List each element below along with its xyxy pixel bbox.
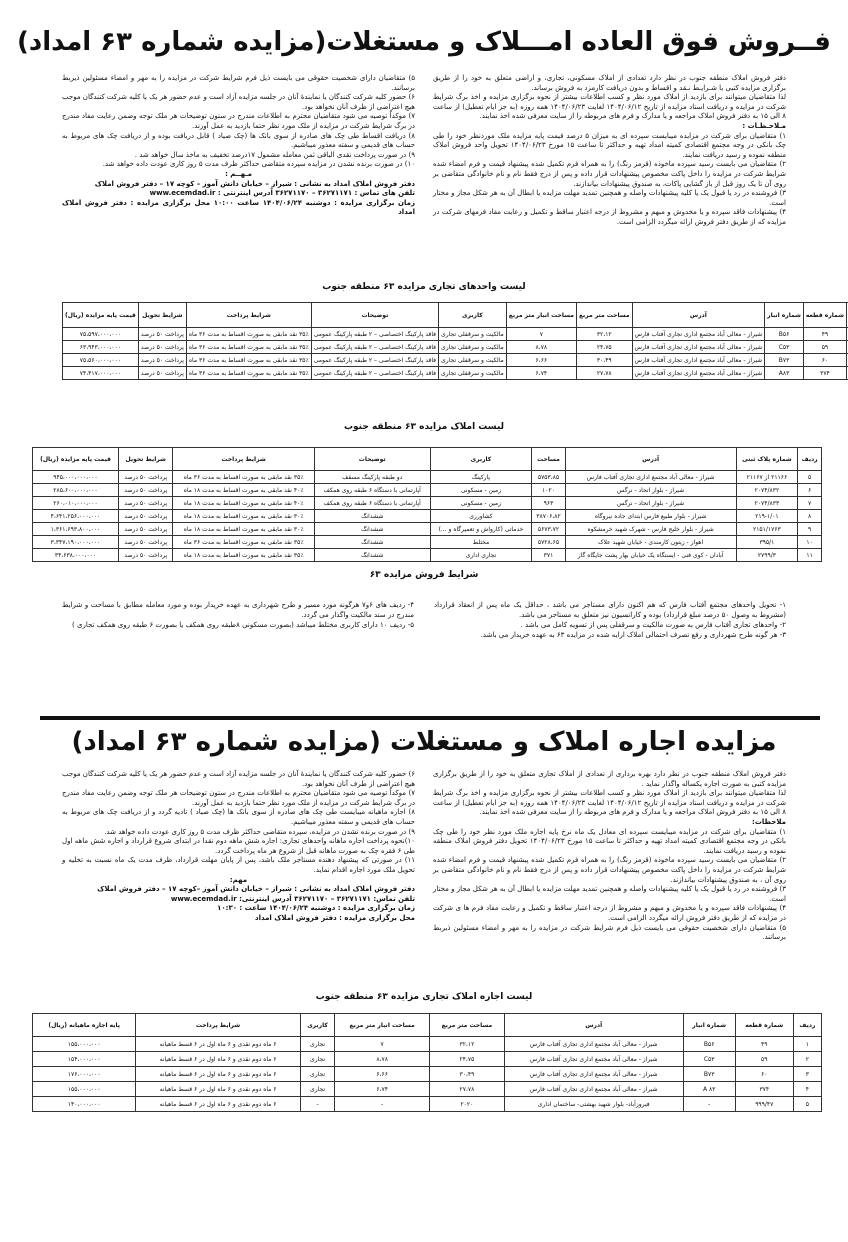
lease-note: ۹) در صورت برنده نشدن در مزایده، سپرده متقاضی حداکثر ظرف مدت ۵ روز کاری عودت داده خواهد شد. [104, 827, 415, 836]
table1-header-cell: قیمت پایه مزایده (ریال) [63, 303, 139, 328]
table2-cell: زمین - مسکونی [430, 497, 532, 510]
table3-header-cell: کاربری [300, 1014, 335, 1037]
table1-cell: ۳۵٪ نقد مابقی به صورت اقساط به مدت ۳۶ ماه [186, 328, 311, 341]
lease-important-heading: مهم: [229, 875, 248, 884]
table1-cell: فاقد پارکینگ اختصاصی – ۲ طبقه پارکینگ عمومی [311, 341, 438, 354]
table1-cell: مالکیت و سرقفلی تجاری [439, 367, 507, 380]
table1-cell: C۵۳ [765, 341, 804, 354]
sale-intro: دفتر فروش املاک منطقه جنوب در نظر دارد تعدادی از املاک مسکونی، تجاری، و اراضی متعلق به خود را از طریق برگزاری مزایده کتبی با شـرایـط نـقد و اقساط و بدون دریافت کارمزد به فروش برساند. [433, 74, 786, 92]
table2-header-cell: قیمت پایه مزایده (ریال) [33, 448, 119, 471]
table2-header-cell: مساحت [532, 448, 565, 471]
lease-note: ۸) اجاره ماهیانه میبایست طی چک های صادره از سوی بانک ها (چک صیاد ) تادیه گردد و از دریافت چک های مربوط به حساب های قدیمی و سفته معذور میباشیم. [62, 808, 415, 826]
table3-row [33, 1067, 822, 1082]
table3-header-cell: ردیف [793, 1014, 821, 1037]
sale-note: ۸) دریافت اقساط طی چک های صادره از سوی بانک ها (چک صیاد ) قابل دریافت بوده و از دریافت چک های مربوط به حساب های قدیمی و سفته معذور میباشیم. [62, 131, 415, 150]
table2-cell: زمین - مسکونی [430, 484, 532, 497]
table3-header-cell: مساحت انبار متر مربع [335, 1014, 430, 1037]
table2-header-cell: توضیحات [314, 448, 430, 471]
table3-header-cell: شرایط پرداخت [136, 1014, 300, 1037]
table2-cell: ۶ [798, 484, 822, 497]
table1-header-cell: کاربری [439, 303, 507, 328]
table1-header-cell: شماره قطعه [803, 303, 846, 328]
table2-cell: ۱۰۲۰ [532, 484, 565, 497]
table3-cell: ۲ [793, 1052, 821, 1067]
table1-cell: ۷۵،۵۶۰،۰۰۰،۰۰۰ [63, 354, 139, 367]
table3-cell: ۶۰ [735, 1067, 793, 1082]
table1-header-cell: مساحت متر مربع [576, 303, 632, 328]
sale-note: ۱) متقاضیان برای شرکت در مزایده میبایست سپرده ای به میزان ۵ درصد قیمت پایه مزایده ملک موردنظر خود را طی چک بانکی در وجه مجتمع اقتصادی کمیته امداد تهیه و حداکثر تا ساعت ۱۵ مورخ ۱۴۰۴/۰۶/۲۳ تحویل واحد فروش املاک منطقه نموده و رسید دریافت نمایند. [433, 131, 786, 159]
table2-cell: اهواز - زیتون کارمندی - خیابان شهید علاک [565, 536, 736, 549]
table2-cell: ۱۰ [798, 536, 822, 549]
table2-cell: ۵۷۲۸،۶۵ [532, 536, 565, 549]
table3-cell: - [300, 1097, 335, 1112]
table3-cell: - [683, 1097, 735, 1112]
table3-cell: ۷ [335, 1037, 430, 1052]
table3-cell: ۱۵۵،۰۰۰،۰۰۰ [33, 1082, 136, 1097]
condition-item: ۲- واحدهای تجاری آفتاب فارس به صورت مالکیت و سرقفلی پس از تسویه کامل می باشد . [520, 621, 786, 629]
sale-conditions [62, 600, 786, 640]
conditions-col-left [62, 600, 414, 640]
table3-header-cell: مساحت متر مربع [429, 1014, 504, 1037]
table1-cell: پرداخت ۵۰ درصد [138, 328, 186, 341]
table2-cell: ۲۶۰،۰۱۰،۰۰۰،۰۰۰ [33, 497, 119, 510]
table1-cell: ۳۰،۴۹ [576, 354, 632, 367]
table1-title: لیست واحدهای تجاری مزایده ۶۳ منطقه جنوب [322, 282, 526, 292]
table2-header-cell: شرایط تحویل [119, 448, 173, 471]
sale-contact-address: دفتر فروش املاک امداد به نشانی : شیراز – خیابان دانش آموز – کوچه ۱۷ – دفتر فروش املاک [94, 179, 415, 188]
table3-cell: شیراز - معالی آباد مجتمع اداری تجاری آفتاب فارس [504, 1082, 683, 1097]
table2-cell: ۸ [798, 510, 822, 523]
table3-cell: ۱۴۰،۰۰۰،۰۰۰ [33, 1097, 136, 1112]
table2-cell: ۱۱ [798, 549, 822, 562]
table3-cell: تجاری [300, 1067, 335, 1082]
table1-row [63, 367, 848, 380]
table1-row [63, 341, 848, 354]
conditions-title: شرایط فروش مزایده ۶۳ [369, 570, 479, 580]
sale-intro-2: لذا متقاضیان میتوانند برای بازدید از املاک مورد نظر و کسب اطلاعات بیشتر از نحوه برگزاری مزایده و اخذ برگ شرایط شرکت در مزایده و دریافت اسناد مزایده از تاریخ ۱۴۰۴/۰۶/۱۲ لغایت ۱۴۰۴/۰۶/۲۳ همه روزه (به جز ایام تعطیل) از ساعت ۸ الی ۱۵ به دفتر فروش املاک مراجعه و یا مدارک و فرم های مربوطه را از سایت معرفی شده اخذ نمایند. [433, 93, 786, 121]
table1-cell: ۳۷۴ [803, 367, 846, 380]
lease-intro-2: لذا متقاضیان میتوانند برای بازدید از املاک مورد نظر و کسب اطلاعات بیشتر از نحوه برگزاری مزایده و اخذ برگ شرایط شرکت در مزایده و دریافت اسناد مزایده از تاریخ ۱۴۰۴/۰۶/۱۲ لغایت ۱۴۰۴/۰۶/۲۳ همه روزه (به جز ایام تعطیل) از ساعت ۸ الی ۱۵ به دفتر فروش املاک مراجعه و یا مدارک و فرم های مربوطه را از سایت معرفی شده اخذ نمایند. [433, 789, 786, 817]
table1-cell: ۳۵٪ نقد مابقی به صورت اقساط به مدت ۳۶ ماه [186, 354, 311, 367]
commercial-units-table [62, 302, 848, 380]
table1-cell: مالکیت و سرقفلی تجاری [439, 328, 507, 341]
table1-cell: B۷۳ [765, 354, 804, 367]
table1-header-cell: مساحت انبار متر مربع [506, 303, 576, 328]
table2-cell: ۳۵٪ نقد مابقی به صورت اقساط به مدت ۳۶ ماه [173, 471, 314, 484]
lease-contact-address: دفتر فروش املاک امداد به نشانی : شیراز – خیابان دانش آموز –کوچه ۱۷ – دفتر فروش املاک [97, 885, 415, 894]
table2-cell: ۲۰۷۴/۸۳۲ [736, 484, 798, 497]
table2-cell: ۹۴۵،۰۰۰،۰۰۰،۰۰۰ [33, 471, 119, 484]
lease-note: ۶) حضور کلیه شرکت کنندگان یا نمایندۀ آنان در جلسه مزایده آزاد است و عدم حضور هر یک یا کلیه شرکت کنندگان موجب هیچ اعتراضی از طرف آنان نخواهد بود. [62, 770, 415, 788]
table3-cell: فیروزآباد- بلوار شهید بهشتی- ساختمان اداری [504, 1097, 683, 1112]
table3-cell: ۶ ماه دوم نقدی و ۶ ماه اول در ۶ قسط ماهیانه [136, 1097, 300, 1112]
condition-item: ۵- ردیف ۱۰ دارای کاربری مختلط میباشد (بصورت مسکونی ۸طبقه روی همکف یا بصورت ۶ طبقه روی همکف تجاری ) [72, 621, 414, 629]
table2-cell: ۳۸۷۰۶،۸۲ [532, 510, 565, 523]
table2-cell: پرداخت ۵۰ درصد [119, 523, 173, 536]
table2-cell: ۳۰٪ نقد مابقی به صورت اقساط به مدت ۱۸ ماه [173, 523, 314, 536]
table2-cell: ۲۱۵۱/۱۷۶۳ [736, 523, 798, 536]
lease-notes-heading: ملاحظات: [752, 817, 786, 826]
lease-note: ۲) متقاضیان می بایست رسید سپرده ماخوذه (قرمز رنگ) را به همراه فرم تکمیل شده پیشنهاد قیمت و فرم امضاء شده شرایط شرکت در مزایده را داخل پاکت مخصوص پیشنهادات قرار داده و پس از درج فقط نام و نام خانوادگی متقاضی بر روی آن ، به صندوق پیشنهادات بیاندازند. [433, 856, 786, 884]
sale-note: ۷) موکداً توصیه می شود متقاضیان محترم به اطلاعات مندرج در ستون توضیحات هر ملک توجه وضمن رعایت مفاد مندرج در برگ شرایط شرکت در مزایده از ملک مورد نظر حتما بازدید به عمل آورند. [62, 112, 415, 130]
table2-cell: ۵۶۷۳،۷۲ [532, 523, 565, 536]
table1-cell: پرداخت ۵۰ درصد [138, 367, 186, 380]
table2-cell: شیراز - بلوار اتحاد - نرگس [565, 497, 736, 510]
table2-cell: ۲۷۹۹/۳ [736, 549, 798, 562]
lease-note: ۱) متقاضیان برای شرکت در مزایده میبایست سپرده ای معادل یک ماه نرخ پایه اجاره ملک مورد نظر خود را طی چک بانکی در وجه مجتمع اقتصادی کمیته امداد تهیه و حداکثر تا ساعت ۱۵ مورخ ۱۴۰۴/۰۶/۲۳ تحویل دفتر فروش املاک منطقه نموده و رسید دریافت نمایند. [433, 827, 786, 855]
table2-cell: ششدانگ [314, 536, 430, 549]
table2-cell: کشاورزی [430, 510, 532, 523]
sale-note: ۳) فروشنده در رد یا قبول یک یا کلیه پیشنهادات واصله و همچنین تمدید مهلت مزایده یا ابطال آن به هر شکل مجاز و مختار است. [433, 189, 786, 207]
table1-cell: ۲۷،۷۸ [576, 367, 632, 380]
lease-note: ۵) متقاضیان دارای شخصیت حقوقی می بایست ذیل فرم شرایط شرکت در مزایده را به مهر و امضاء مسئولین ذیربط برسانند. [433, 923, 786, 942]
condition-item: ۱- تحویل واحدهای مجتمع آفتاب فارس که هم اکنون دارای مستاجر می باشد ، حداقل یک ماه پس از انعقاد قرارداد (مشروط به وصول ۵۰ درصد مبلغ قرارداد) بوده و کارانسیون نیز متعلق به مستاجر می باشد. [434, 601, 786, 619]
table2-row [33, 523, 822, 536]
table1-cell: شیراز - معالی آباد مجتمع اداری تجاری آفتاب فارس [632, 354, 765, 367]
table1-cell: پرداخت ۵۰ درصد [138, 341, 186, 354]
table3-cell: ۶ ماه دوم نقدی و ۶ ماه اول در ۶ قسط ماهیانه [136, 1052, 300, 1067]
table3-cell: تجاری [300, 1082, 335, 1097]
table2-cell: شیراز - بلوار خلیج فارس - شهرک شهید خرمشکوه [565, 523, 736, 536]
table3-cell: تجاری [300, 1052, 335, 1067]
table1-cell: شیراز - معالی آباد مجتمع اداری تجاری آفتاب فارس [632, 328, 765, 341]
table3-header-cell: آدرس [504, 1014, 683, 1037]
table2-cell: خدماتی (کارواش و تعمیرگاه و ...) [430, 523, 532, 536]
table3-cell: ۳۲،۱۲ [429, 1037, 504, 1052]
table1-cell: ۷۵،۵۹۷،۰۰۰،۰۰۰ [63, 328, 139, 341]
sale-note: ۱۰) در صورت برنده نشدن در مزایده سپرده متقاضی حداکثر ظرف مدت ۵ روز کاری عودت داده خواهد شد. [102, 160, 415, 169]
sale-contact-time: زمان برگزاری مزایده : دوشنبه ۱۴۰۴/۰۶/۲۴ ساعت ۱۰:۰۰ محل برگزاری مزایده : دفتر فروش املاک امداد [62, 198, 415, 217]
sale-note: ۲) متقاضیان می بایست رسید سپرده ماخوذه (قرمز رنگ) را به همراه فرم تکمیل شده پیشنهاد قیمت و فرم امضاء شده شرایط شرکت در مزایده را داخل پاکت مخصوص پیشنهادات قرار داده و پس از درج فقط نام و نام خانوادگی متقاضی بر روی آن تا یک روز قبل از باز گشایی پاکات، به صندوق پیشنهادات بیاندازند. [433, 160, 786, 188]
table2-row [33, 549, 822, 562]
lease-note: ۱۰)نحوه پرداخت اجاره ماهانه واحدهای تجاری: اجاره شش ماهه دوم نقدا در ابتدای شروع قرارداد و اجاره شش ماهه اول طی ۶ فقره چک به صورت ماهانه قبل از شروع هر ماه پرداخت گردد. [62, 837, 415, 855]
table2-cell: شیراز - معالی آباد مجتمع اداری تجاری آفتاب فارس [565, 471, 736, 484]
table2-header-cell: کاربری [430, 448, 532, 471]
table1-cell: ۶۳،۹۴۳،۰۰۰،۰۰۰ [63, 341, 139, 354]
table3-header-cell: شماره قطعه [735, 1014, 793, 1037]
lease-note: ۳) فروشنده در رد یا قبول یک یا کلیه پیشنهادات واصله و همچنین تمدید مهلت مزایده یا ابطال آن به هر شکل مجاز و مختار است. [433, 885, 786, 903]
table3-cell: ۱۷۶،۰۰۰،۰۰۰ [33, 1067, 136, 1082]
table2-cell: ۷ [798, 497, 822, 510]
table1-cell: ۷ [506, 328, 576, 341]
table1-row [63, 354, 848, 367]
table3-cell: ۶ ماه دوم نقدی و ۶ ماه اول در ۶ قسط ماهیانه [136, 1082, 300, 1097]
sale-col-right [433, 74, 786, 274]
table1-cell: مالکیت و سرقفلی تجاری [439, 354, 507, 367]
table2-cell: ۳،۳۴۷،۱۹۰،۰۰۰،۰۰۰ [33, 536, 119, 549]
lease-note: ۱۱) در صورتی که پیشنهاد دهنده مستاجر ملک باشد، پس از پایان مهلت قرارداد، ظرف مدت یک ماه نسبت به تخلیه و تحویل ملک مورد اجاره اقدام نماید. [62, 856, 415, 874]
table2-row [33, 510, 822, 523]
table1-cell: شیراز - معالی آباد مجتمع اداری تجاری آفتاب فارس [632, 341, 765, 354]
table2-cell: ۹ [798, 523, 822, 536]
table2-cell: پرداخت ۵۰ درصد [119, 497, 173, 510]
table2-cell: ۲۱۱۶۶ از ۲۱۱۶۷ [736, 471, 798, 484]
table1-cell: مالکیت و سرقفلی تجاری [439, 341, 507, 354]
table2-cell: ۵ [798, 471, 822, 484]
lease-contact-place: محل برگزاری مزایده : دفتر فروش املاک امداد [255, 913, 415, 922]
sale-note: ۶) حضور کلیه شرکت کنندگان یا نمایندۀ آنان در جلسه مزایده آزاد است و عدم حضور هر یک یا کلیه شرکت کنندگان موجب هیچ اعتراضی از طرف آنان نخواهد بود. [62, 93, 415, 111]
table3-cell: شیراز - معالی آباد مجتمع اداری تجاری آفتاب فارس [504, 1052, 683, 1067]
sale-contact-phone: تلفن های تماس : ۳۶۲۷۱۱۷۱ – ۳۶۲۷۱۱۷۰ آدرس اینترنتی : www.ecemdad.ir [149, 189, 415, 198]
table2-cell: ۳۵٪ نقد مابقی به صورت اقساط به مدت ۳۶ ماه [173, 536, 314, 549]
table1-cell: ۳۵٪ نقد مابقی به صورت اقساط به مدت ۳۶ ماه [186, 341, 311, 354]
table2-cell: ششدانگ [314, 549, 430, 562]
sale-important-heading: مـهــم : [225, 169, 252, 178]
table3-cell: ۵۹ [735, 1052, 793, 1067]
table2-cell: ۵۷۵۳،۸۵ [532, 471, 565, 484]
table3-cell: ۳۰،۴۹ [429, 1067, 504, 1082]
table3-cell: ۶،۶۶ [335, 1067, 430, 1082]
table1-cell: پرداخت ۵۰ درصد [138, 354, 186, 367]
table3-title: لیست اجاره املاک تجاری مزایده ۶۳ منطقه جنوب [315, 992, 533, 1002]
table1-cell: فاقد پارکینگ اختصاصی – ۲ طبقه پارکینگ عمومی [311, 328, 438, 341]
table2-row [33, 484, 822, 497]
table3-cell: ۶،۷۴ [335, 1082, 430, 1097]
sale-text-columns [62, 74, 786, 274]
table3-cell: ۲۴،۷۵ [429, 1052, 504, 1067]
table3-row [33, 1082, 822, 1097]
table3-cell: B۵۶ [683, 1037, 735, 1052]
table1-row [63, 328, 848, 341]
lease-note: ۴) پیشنهادات فاقد سپرده و یا مخدوش و مبهم و مشروط از درجه اعتبار ساقط و تکمیل و رعایت مفاد فرم ها ی شرکت در مزایده که از طریق دفتر فروش ارائه میگردد الزامی است. [433, 904, 786, 922]
table1-header-cell: آدرس [632, 303, 765, 328]
table3-row [33, 1052, 822, 1067]
table3-cell: ۸،۷۸ [335, 1052, 430, 1067]
table3-cell: ۶ ماه دوم نقدی و ۶ ماه اول در ۶ قسط ماهیانه [136, 1067, 300, 1082]
lease-units-table [32, 1013, 822, 1112]
table1-header-cell: شرایط پرداخت [186, 303, 311, 328]
table2-title: لیست املاک مزایده ۶۳ منطقه جنوب [343, 422, 505, 432]
table1-cell: ۸،۷۸ [506, 341, 576, 354]
table1-cell: ۳۵٪ نقد مابقی به صورت اقساط به مدت ۳۶ ماه [186, 367, 311, 380]
table2-cell: مختلط [430, 536, 532, 549]
sale-note: ۹) در صورت پرداخت نقدی الباقی ثمن معامله مشمول ۱۷درصد تخفیف به ماخذ سال خواهد شد . [134, 150, 415, 159]
table2-header-cell: آدرس [565, 448, 736, 471]
table2-header-cell: شرایط پرداخت [173, 448, 314, 471]
conditions-col-right [434, 600, 786, 640]
table1-cell: ۲۴،۷۵ [576, 341, 632, 354]
table1-header-cell: توضیحات [311, 303, 438, 328]
lease-notice [0, 722, 848, 1242]
table3-header-cell: شماره انبار [683, 1014, 735, 1037]
table2-cell: پارکینگ [430, 471, 532, 484]
table2-cell: شیراز - بلوار طبیع فارس ابتدای جاده نیروگاه [565, 510, 736, 523]
lease-text-columns [62, 770, 786, 1000]
table2-cell: ۴۰٪ نقد مابقی به صورت اقساط به مدت ۱۸ ماه [173, 497, 314, 510]
condition-item: ۳- هر گونه طرح شهرداری و رفع تصرف احتمالی املاک ارایه شده در مزایده ۶۳ به عهده خریدار می باشد. [480, 631, 786, 639]
table3-cell: ۳۷۴ [735, 1082, 793, 1097]
table2-row [33, 536, 822, 549]
table3-cell: ۹۹۹/۴۷ [735, 1097, 793, 1112]
table1-cell: ۶،۶۶ [506, 354, 576, 367]
table2-header-cell: ردیف [798, 448, 822, 471]
table2-cell: ۱،۳۶۱،۶۹۳،۸۰۰،۰۰۰ [33, 523, 119, 536]
table2-cell: ۳۹۵/۱ [736, 536, 798, 549]
table2-cell: ۳۴،۶۳۸،۰۰۰،۰۰۰ [33, 549, 119, 562]
table3-cell: ۱۵۵،۰۰۰،۰۰۰ [33, 1037, 136, 1052]
table3-cell: ۵ [793, 1097, 821, 1112]
table3-cell: ۱۵۴،۰۰۰،۰۰۰ [33, 1052, 136, 1067]
table3-cell: تجاری [300, 1037, 335, 1052]
table1-cell: B۵۶ [765, 328, 804, 341]
table2-cell: شیراز - بلوار اتحاد - نرگس [565, 484, 736, 497]
table2-header-cell: شماره پلاک ثبتی [736, 448, 798, 471]
lease-intro: دفتر فروش املاک منطقه جنوب در نظر دارد بهره برداری از تعدادی از املاک تجاری متعلق به خود را از طریق برگزاری مزایده کتبی به صورت اجاره یکساله واگذار نماید . [433, 770, 786, 788]
table3-cell: ۴۹ [735, 1037, 793, 1052]
lease-note: ۷) موکداً توصیه می شود متقاضیان محترم به اطلاعات مندرج در ستون توضیحات هر ملک توجه وضمن رعایت مفاد مندرج در برگ شرایط شرکت در مزایده از ملک مورد نظر حتما بازدید به عمل آورند. [62, 789, 415, 807]
table1-header-cell: شرایط تحویل [138, 303, 186, 328]
table3-cell: A ۸۳ [683, 1082, 735, 1097]
lease-col-right [433, 770, 786, 1000]
table2-cell: تجاری اداری [430, 549, 532, 562]
table2-cell: آپارتمانی با دستگاه ۶ طبقه روی همکف [314, 484, 430, 497]
table2-cell: ۴،۶۴۱،۲۵۶،۰۰۰،۰۰۰ [33, 510, 119, 523]
table2-cell: ۳۵٪ نقد مابقی به صورت اقساط به مدت ۱۸ ماه [173, 549, 314, 562]
lease-title: مزایده اجاره املاک و مستغلات (مزایده شماره ۶۳ امداد) [71, 727, 777, 757]
table3-cell: C۵۳ [683, 1052, 735, 1067]
properties-table [32, 447, 822, 562]
table2-cell: ۹۶۳ [532, 497, 565, 510]
table2-cell: پرداخت ۵۰ درصد [119, 484, 173, 497]
table1-cell: شیراز - معالی آباد مجتمع اداری تجاری آفتاب فارس [632, 367, 765, 380]
table1-header-cell: شماره انبار [765, 303, 804, 328]
table2-row [33, 497, 822, 510]
table1-cell: A۸۳ [765, 367, 804, 380]
table2-cell: ۲۱۹-۱/۰۱ [736, 510, 798, 523]
table3-cell: ۲۷،۷۸ [429, 1082, 504, 1097]
table3-cell: ۱ [793, 1037, 821, 1052]
table1-cell: فاقد پارکینگ اختصاصی – ۲ طبقه پارکینگ عمومی [311, 367, 438, 380]
lease-contact-time: زمان برگزاری مزایده : دوشنبه ۱۴۰۴/۰۶/۲۴ ساعت : ۱۰:۳۰ [217, 904, 415, 913]
table1-cell: فاقد پارکینگ اختصاصی – ۲ طبقه پارکینگ عمومی [311, 354, 438, 367]
table2-row [33, 471, 822, 484]
table2-cell: پرداخت ۵۰ درصد [119, 471, 173, 484]
table3-cell: ۲۰۲۰ [429, 1097, 504, 1112]
table2-cell: آپارتمانی با دستگاه ۶ طبقه روی همکف [314, 497, 430, 510]
table1-cell: ۵۹ [803, 341, 846, 354]
table3-cell: B۷۳ [683, 1067, 735, 1082]
sale-notes-heading: مـلاحـظـات : [742, 121, 786, 130]
table2-cell: ششدانگ [314, 510, 430, 523]
table2-cell: پرداخت ۵۰ درصد [119, 549, 173, 562]
table3-row [33, 1097, 822, 1112]
table1-cell: ۳۲،۱۲ [576, 328, 632, 341]
section-divider [40, 716, 820, 720]
table1-cell: ۴۹ [803, 328, 846, 341]
table1-cell: ۷۴،۴۱۷،۰۰۰،۰۰۰ [63, 367, 139, 380]
table2-cell: ۲۰۷۴/۸۳۳ [736, 497, 798, 510]
table2-cell: ۳۷۱ [532, 549, 565, 562]
table3-cell: - [335, 1097, 430, 1112]
table2-cell: ۲۸۵،۶۰۰،۰۰۰،۰۰۰ [33, 484, 119, 497]
condition-item: ۴- ردیف های ۶و۷ هرگونه مورد مسیر و طرح شهرداری به عهده خریدار بوده و مورد معامله مطابق با مساحت و شرایط مندرج در سند مالکیت واگذار می گردد. [62, 601, 415, 619]
table3-cell: ۶ ماه دوم نقدی و ۶ ماه اول در ۶ قسط ماهیانه [136, 1037, 300, 1052]
table2-cell: ۳۰٪ نقد مابقی به صورت اقساط به مدت ۱۸ ماه [173, 510, 314, 523]
table1-cell: ۶۰ [803, 354, 846, 367]
table2-cell: پرداخت ۵۰ درصد [119, 510, 173, 523]
table2-cell: پرداخت ۵۰ درصد [119, 536, 173, 549]
table3-cell: شیراز - معالی آباد مجتمع اداری تجاری آفتاب فارس [504, 1037, 683, 1052]
table2-cell: دو طبقه پارکینگ مسقف [314, 471, 430, 484]
lease-contact-phone: تلفن تماس: ۳۶۲۷۱۱۷۱ – ۳۶۲۷۱۱۷۰ آدرس اینترنتی: www.ecemdad.ir [170, 894, 415, 903]
table3-cell: شیراز - معالی آباد مجتمع اداری تجاری آفتاب فارس [504, 1067, 683, 1082]
table3-row [33, 1037, 822, 1052]
table3-cell: ۴ [793, 1082, 821, 1097]
sale-col-left [62, 74, 415, 274]
lease-col-left [62, 770, 415, 1000]
table2-cell: ۴۰٪ نقد مابقی به صورت اقساط به مدت ۱۸ ماه [173, 484, 314, 497]
table1-cell: ۶،۷۴ [506, 367, 576, 380]
sale-note: ۴) پیشنهادات فاقد سپرده و یا مخدوش و مبهم و مشروط از درجه اعتبار ساقط و تکمیل و رعایت مفاد فرمهای شرکت در مزایده که از طریق دفتر فروش ارائه میگردد الزامی است. [433, 208, 786, 226]
table3-cell: ۳ [793, 1067, 821, 1082]
sale-note: ۵) متقاضیان دارای شخصیت حقوقی می بایست ذیل فرم شرایط شرکت در مزایده را به مهر و امضاء مسئولین ذیربط برسانند. [62, 74, 415, 92]
sale-title: فــروش فوق العاده امـــلاک و مستغلات(مزایده شماره ۶۳ امداد) [17, 27, 831, 57]
table2-cell: آبادان - کوی فنی - ایستگاه یک خیابان بهار پشت جایگاه گاز [565, 549, 736, 562]
table2-cell: ششدانگ [314, 523, 430, 536]
table3-header-cell: پایه اجاره ماهیانه (ریال) [33, 1014, 136, 1037]
